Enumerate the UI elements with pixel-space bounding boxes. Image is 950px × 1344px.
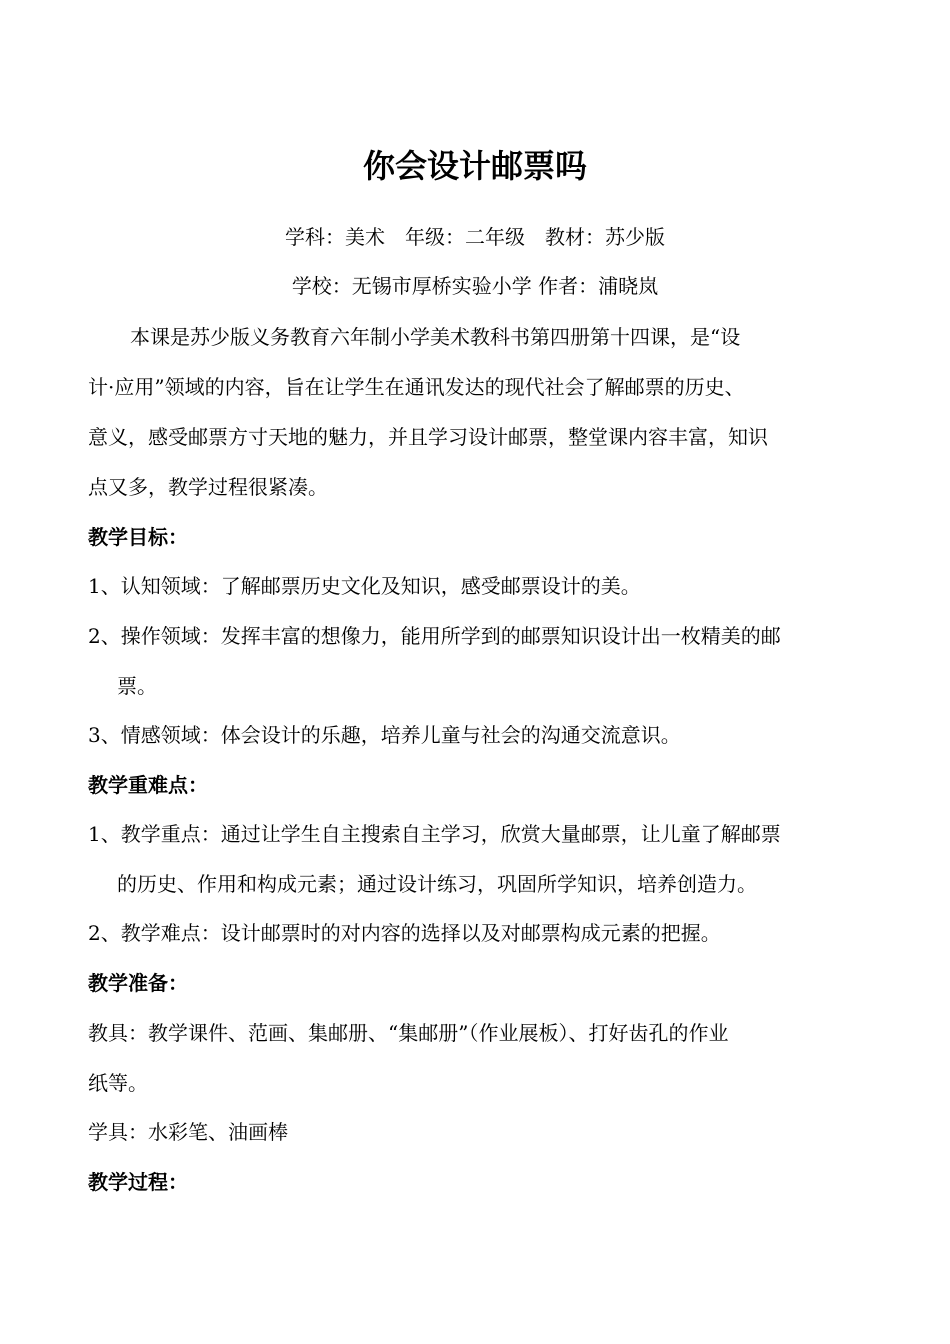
intro-line: 意义，感受邮票方寸天地的魅力，并且学习设计邮票，整堂课内容丰富，知识 <box>88 425 768 449</box>
meta-school-author: 学校：无锡市厚桥实验小学 作者：浦晓岚 <box>291 274 659 298</box>
key-point-item-continuation: 的历史、作用和构成元素；通过设计练习，巩固所学知识，培养创造力。 <box>117 872 757 896</box>
key-point-item: 2、教学难点：设计邮票时的对内容的选择以及对邮票构成元素的把握。 <box>88 921 721 945</box>
meta-subject-grade: 学科：美术 年级：二年级 教材：苏少版 <box>285 225 665 249</box>
objective-item: 3、情感领域：体会设计的乐趣，培养儿童与社会的沟通交流意识。 <box>88 723 681 747</box>
objective-item: 2、操作领域：发挥丰富的想像力，能用所学到的邮票知识设计出一枚精美的邮 <box>88 624 781 648</box>
preparation-item: 学具：水彩笔、油画棒 <box>88 1120 288 1144</box>
preparation-item: 教具：教学课件、范画、集邮册、“集邮册”（作业展板）、打好齿孔的作业 <box>88 1021 729 1045</box>
objectives-heading: 教学目标： <box>88 525 188 549</box>
preparation-item-continuation: 纸等。 <box>88 1071 148 1095</box>
key-point-item: 1、教学重点：通过让学生自主搜索自主学习，欣赏大量邮票，让儿童了解邮票 <box>88 822 781 846</box>
intro-line: 计·应用”领域的内容，旨在让学生在通讯发达的现代社会了解邮票的历史、 <box>88 375 745 399</box>
process-heading: 教学过程： <box>88 1170 188 1194</box>
objective-item-continuation: 票。 <box>117 674 157 698</box>
preparation-heading: 教学准备： <box>88 971 188 995</box>
objective-item: 1、认知领域：了解邮票历史文化及知识，感受邮票设计的美。 <box>88 574 641 598</box>
page-title: 你会设计邮票吗 <box>362 147 587 185</box>
key-points-heading: 教学重难点： <box>88 773 208 797</box>
intro-line: 本课是苏少版义务教育六年制小学美术教科书第四册第十四课，是“设 <box>130 325 741 349</box>
intro-line: 点又多，教学过程很紧凑。 <box>88 475 328 499</box>
